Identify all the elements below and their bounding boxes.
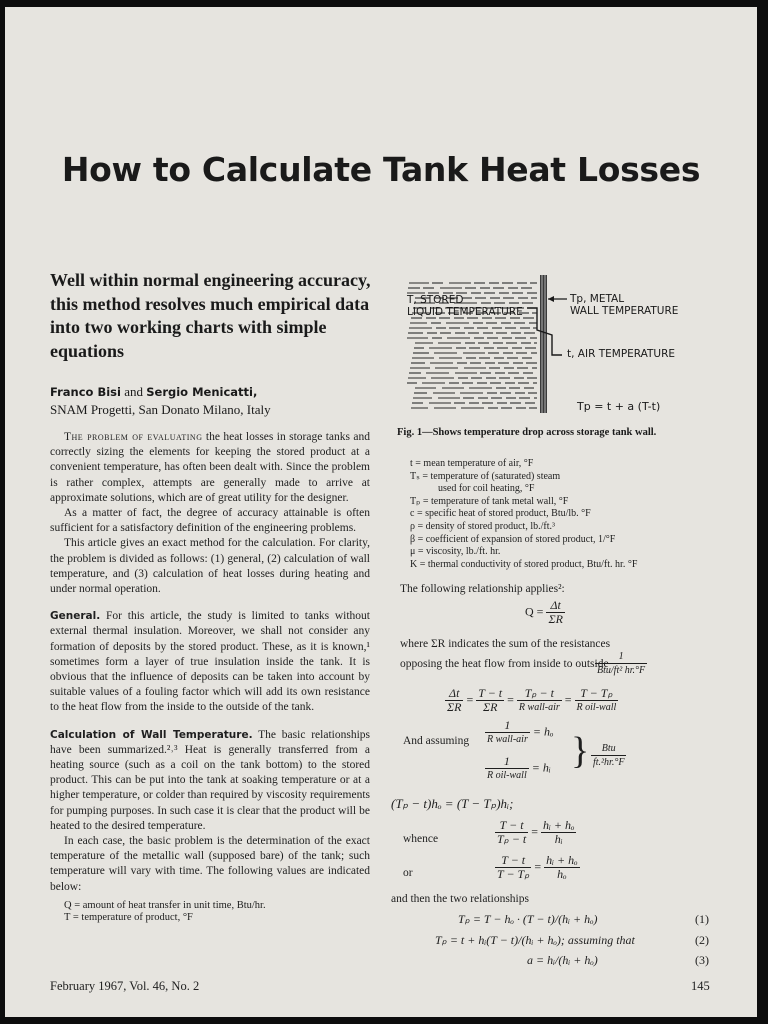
author-block [50, 383, 380, 419]
intro-paragraph-2: As a matter of fact, the degree of accuracy attainable is often sufficient for a satisfactory definition of the engineering problems. [50, 507, 370, 535]
assuming-text: And assuming [403, 735, 470, 747]
where-text: where ΣR indicates the sum of the resistances opposing the heat flow from inside to outside [400, 638, 611, 670]
equation-number-1: (1) [695, 912, 709, 926]
intro-paragraph-3: This article gives an exact method for the calculation. For clarity, the problem is divided as follows: (1) general, (2) calculation of wall temperature, and (3) calculation of heat losses during heating and under normal operation. [50, 537, 370, 596]
figure-label-equation: Tp = t + a (T-t) [577, 400, 661, 413]
author-affiliation: SNAM Progetti, San Donato Milano, Italy [50, 402, 271, 417]
intro-text-1: the heat losses in storage tanks and correctly sizing the elements for keeping the stored product at a convenient temperature, has often been dealt with. Since the problem is rather complex, attempts are generally made to arrive at approximate solutions, which are of great utility for the designer. [50, 431, 371, 504]
general-heading: General. [50, 610, 101, 623]
magazine-page [5, 7, 757, 1017]
footer-page-number: 145 [691, 979, 710, 993]
def-rho: ρ = density of stored product, lb./ft.³ [410, 520, 555, 532]
figure-label-metal: Tp, METAL WALL TEMPERATURE [570, 293, 679, 317]
then-text: and then the two relationships [391, 893, 529, 905]
footer-issue: February 1967, Vol. 46, No. 2 [50, 979, 200, 993]
article-title: How to Calculate Tank Heat Losses [61, 150, 701, 189]
final-equation-2: Tₚ = t + hᵢ(T − t)/(hᵢ + hₒ); assuming that [435, 933, 635, 947]
where-fraction: $\frac{1}{\text{Btu/ft² hr.°F}}$ [597, 651, 646, 676]
whence-equation: $\frac{T - t}{\text{Tₚ − t}}$ = $\frac{\text{hᵢ + hₒ}}{\text{hᵢ}}$ [497, 818, 575, 846]
wall-heading: Calculation of Wall Temperature. [50, 728, 253, 741]
left-column [50, 430, 370, 925]
intro-paragraph-1 [50, 430, 370, 506]
or-equation: $\frac{T - t}{\text{T − Tₚ}}$ = $\frac{\text{hᵢ + hₒ}}{\text{hₒ}}$ [497, 853, 578, 881]
assume-brace: } [571, 730, 590, 772]
whence-text: whence [403, 833, 439, 845]
def-beta: β = coefficient of expansion of stored product, 1/°F [410, 533, 616, 545]
final-equation-1: Tₚ = T − hₒ · (T − t)/(hᵢ + hₒ) [458, 912, 598, 926]
def-Ts: Tₛ = temperature of (saturated) steam [410, 470, 561, 482]
author-line [50, 383, 380, 401]
article-deck: Well within normal engineering accuracy, this method resolves much empirical data into two working charts with simple equations [50, 270, 371, 361]
def-Q: Q = amount of heat transfer in unit time, Btu/hr. [64, 899, 266, 911]
def-T: T = temperature of product, °F [64, 912, 193, 924]
figure-label-stored: T, STORED LIQUID TEMPERATURE [407, 294, 523, 318]
author-and: and [124, 384, 143, 399]
general-text: For this article, the study is limited to tanks without external thermal insulation. Moreover, we shall not consider any formation of deposits by the stored product. These, as it is known,¹ sometimes form a layer of true insulation inside the tank. It is obvious that the influence of deposits can be taken into account by suitable values of a fouling factor which will add its own resistance to the heat flow from the inside to the outside of the tank. [50, 610, 371, 714]
author-2: Sergio Menicatti, [146, 385, 258, 399]
wall-paragraph-1 [50, 728, 370, 834]
equation-number-3: (3) [695, 953, 709, 967]
figure-caption: Fig. 1—Shows temperature drop across storage tank wall. [397, 427, 657, 438]
figure-1 [397, 275, 717, 420]
def-t: t = mean temperature of air, °F [410, 458, 534, 469]
def-K: K = thermal conductivity of stored product, Btu/ft. hr. °F [410, 558, 638, 570]
assume-eq-1: $\frac{1}{\text{R wall-air}}$ = hₒ [487, 718, 554, 745]
right-definitions [410, 458, 730, 571]
assume-units: $\frac{\text{Btu}}{\text{ft.²hr.°F}}$ [593, 743, 625, 768]
wall-paragraph-2: In each case, the basic problem is the determination of the exact temperature of the metallic wall (supposed bare) of the tank; such temperature will vary with time. The following values are indicated below: [50, 835, 370, 893]
general-paragraph [50, 609, 370, 715]
assume-eq-2: $\frac{1}{\text{R oil-wall}}$ = hᵢ [487, 754, 551, 781]
left-definitions [50, 900, 370, 925]
def-Tp: Tₚ = temperature of tank metal wall, °F [410, 495, 569, 507]
final-equation-3: a = hᵢ/(hᵢ + hₒ) [527, 953, 598, 967]
def-c: c = specific heat of stored product, Btu/lb. °F [410, 508, 591, 520]
equation-number-2: (2) [695, 933, 709, 947]
author-1: Franco Bisi [50, 385, 121, 399]
def-Ts-cont: used for coil heating, °F [438, 483, 535, 495]
wall-text-1: The basic relationships have been summarized.²˒³ Heat is generally transferred from a heating source (such as a coil on the tank bottom) to the stored product. This can be put into the tank at soaking temperature or at a higher temperature, or colder than required by viscosity requirements for pumping purposes. In such case it is clear that the product will be heated to the desired temperature. [50, 728, 370, 832]
figure-label-air: t, AIR TEMPERATURE [567, 348, 676, 360]
equation-balance: (Tₚ − t)hₒ = (T − Tₚ)hᵢ; [391, 796, 514, 811]
equation-resistance-chain: $\frac{\Delta t}{\Sigma R}$ = $\frac{T - t}{\Sigma R}$ = $\frac{\text{Tₚ − t}}{\text{R wall-air}}$ = $\frac{\text{T − Tₚ}}{\text{R oil-wall}}$ [447, 686, 617, 714]
relationship-text: The following relationship applies²: [400, 583, 565, 595]
tank-wall [540, 275, 547, 413]
equation-Q: Q = $\frac{\Delta t}{\Sigma R}$ [525, 598, 563, 626]
def-mu: μ = viscosity, lb./ft. hr. [410, 546, 501, 558]
or-text: or [403, 867, 413, 879]
intro-lead: The problem of evaluating [64, 431, 203, 443]
